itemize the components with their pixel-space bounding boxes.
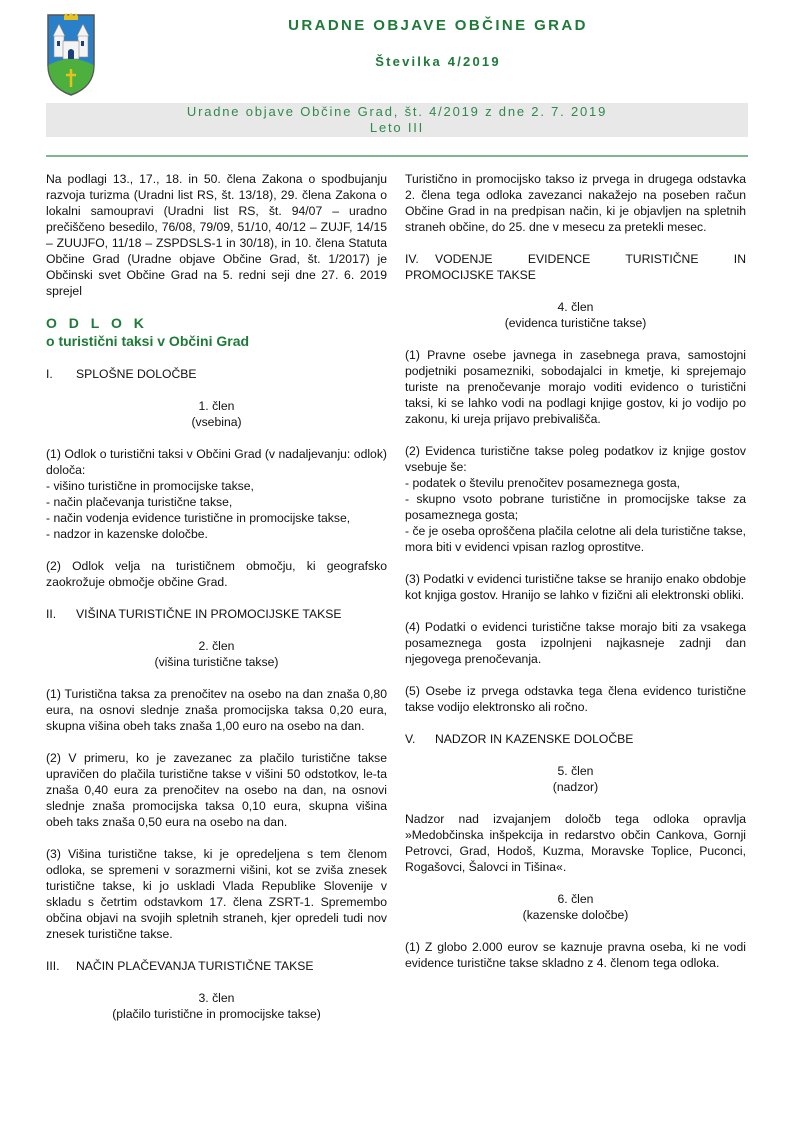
ordinance-subtitle: o turistični taksi v Občini Grad: [46, 333, 250, 349]
article-paragraph: (1) Turistična taksa za prenočitev na osebo na dan znaša 0,80 eura, na osnovi slednje znaša promocijska taksa 0,20 eura, skupna višina obeh taks znaša 1,00 euro na osebo na dan.: [46, 687, 387, 733]
article-number: 1. člen: [198, 399, 235, 413]
section-title: VIŠINA TURISTIČNE IN PROMOCIJSKE TAKSE: [76, 607, 342, 621]
article-number: 2. člen: [198, 639, 235, 653]
article-subtitle: (vsebina): [191, 415, 242, 429]
section-title: VODENJE EVIDENCE TURISTIČNE IN: [435, 252, 746, 266]
list-item: - način vodenja evidence turistične in promocijske takse,: [46, 511, 351, 525]
article-number: 3. člen: [198, 991, 235, 1005]
article-paragraph: (1) Z globo 2.000 eurov se kaznuje pravna oseba, ki ne vodi evidence turistične takse skladno z 4. členom tega odloka.: [405, 940, 746, 970]
header-divider: [46, 155, 748, 157]
article-number: 4. člen: [557, 300, 594, 314]
section-title: NADZOR IN KAZENSKE DOLOČBE: [435, 732, 634, 746]
section-heading: [405, 251, 746, 267]
ordinance-title: O D L O K: [46, 315, 148, 331]
left-column: [46, 171, 387, 1022]
section-heading: [46, 366, 387, 382]
article-paragraph: (2) Evidenca turistične takse poleg podatkov iz knjige gostov vsebuje še:: [405, 444, 746, 474]
section-heading: [405, 731, 746, 747]
intro-paragraph: Na podlagi 13., 17., 18. in 50. člena Zakona o spodbujanju razvoja turizma (Uradni list RS, št. 13/18), 29. člena Zakona o lokalni samoupravi (Uradni list RS, št. 94/07 – uradno prečiščeno besedilo, 76/08, 79/09, 51/10, 40/12 – ZUJF, 14/15 – ZUUJFO, 11/18 – ZSPDSLS-1 in 30/18), in 10. člena Statuta Občine Grad (Uradne objave Občine Grad, št. 1/2017) je Občinski svet Občine Grad na 5. redni seji dne 27. 6. 2019 sprejel: [46, 172, 387, 298]
list-item: - podatek o številu prenočitev posameznega gosta,: [405, 476, 681, 490]
list-item: - če je oseba oproščena plačila celotne ali dela turistične takse, mora biti v evidenci vpisan razlog oprostitve.: [405, 524, 746, 554]
section-number: I.: [46, 367, 53, 381]
list-item: - način plačevanja turistične takse,: [46, 495, 233, 509]
section-number: II.: [46, 607, 57, 621]
list-item: - nadzor in kazenske določbe.: [46, 527, 208, 541]
section-number: IV.: [405, 252, 419, 266]
banner-line-issue: Uradne objave Občine Grad, št. 4/2019 z dne 2. 7. 2019: [186, 104, 608, 119]
article-paragraph: (2) V primeru, ko je zavezanec za plačilo turistične takse upravičen do plačila turistične takse v višini 50 odstotkov, le-ta znaša 0,40 eura za prenočitev na osebo na dan, na osnovi slednje znaša promocijska taksa 0,10 eura, skupna višina obeh taks znaša 0,50 eura na osebo na dan.: [46, 751, 387, 829]
section-number: III.: [46, 959, 60, 973]
article-subtitle: (plačilo turistične in promocijske takse): [112, 1007, 321, 1021]
article-number: 5. člen: [557, 764, 594, 778]
publication-title: URADNE OBJAVE OBČINE GRAD: [288, 17, 588, 34]
article-subtitle: (nadzor): [552, 780, 599, 794]
article-subtitle: (evidenca turistične takse): [504, 316, 647, 330]
article-paragraph: (2) Odlok velja na turističnem območju, ki geografsko zaokrožuje območje občine Grad.: [46, 559, 387, 589]
section-heading: [46, 958, 387, 974]
banner-line-year: Leto III: [369, 120, 425, 135]
article-paragraph: (1) Odlok o turistični taksi v Občini Grad (v nadaljevanju: odlok) določa:: [46, 447, 387, 477]
article-paragraph: (3) Podatki v evidenci turistične takse se hranijo enako obdobje kot knjiga gostov. Hranijo se lahko v fizični ali elektronski obliki.: [405, 572, 746, 602]
article-paragraph: Turistično in promocijsko takso iz prvega in drugega odstavka 2. člena tega odloka zavezanci nakažejo na poseben račun Občine Grad in na predpisan način, ki je objavljen na spletnih straneh občine, do 25. dne v mesecu za pretekli mesec.: [405, 172, 746, 234]
list-item: - višino turistične in promocijske takse,: [46, 479, 254, 493]
article-paragraph: (5) Osebe iz prvega odstavka tega člena evidenco turistične takse vodijo elektronsko ali ročno.: [405, 684, 746, 714]
section-title-continued: PROMOCIJSKE TAKSE: [405, 268, 536, 282]
article-subtitle: (višina turistične takse): [154, 655, 279, 669]
section-heading: [46, 606, 387, 622]
issue-banner: [46, 103, 748, 137]
article-paragraph: Nadzor nad izvajanjem določb tega odloka opravlja »Medobčinska inšpekcija in redarstvo občin Cankova, Gornji Petrovci, Grad, Hodoš, Kuzma, Moravske Toplice, Puconci, Rogašovci, Šalovci in Tišina«.: [405, 812, 746, 874]
article-number: 6. člen: [557, 892, 594, 906]
issue-number: Številka 4/2019: [375, 54, 501, 69]
article-paragraph: (3) Višina turistične takse, ki je opredeljena s tem členom odloka, se spremeni v sorazmerni višini, kot se zviša znesek turistične takse, ki jo uskladi Vlada Republike Slovenije v skladu s četrtim odstavkom 17. člena ZSRT-1. Spremembo občina objavi na svojih spletnih straneh, kjer opredeli tudi nov znesek turistične takse.: [46, 847, 387, 941]
article-paragraph: (4) Podatki o evidenci turistične takse morajo biti za vsakega posameznega gosta izpolnjeni najkasneje zadnji dan njegovega prenočevanja.: [405, 620, 746, 666]
section-number: V.: [405, 732, 416, 746]
right-column: [405, 171, 746, 971]
municipality-crest-logo: [46, 13, 96, 97]
section-title: SPLOŠNE DOLOČBE: [76, 367, 197, 381]
article-paragraph: (1) Pravne osebe javnega in zasebnega prava, samostojni podjetniki posamezniki, sobodajalci in kmetje, ki sprejemajo turiste na prenočevanje morajo voditi evidenco o turistični taksi, ki se lahko vodi na podlagi knjige gostov, ki jo vodijo po zakonu, ki ureja prijavo prebivališča.: [405, 348, 746, 426]
article-subtitle: (kazenske določbe): [522, 908, 629, 922]
section-title: NAČIN PLAČEVANJA TURISTIČNE TAKSE: [76, 959, 314, 973]
list-item: - skupno vsoto pobrane turistične in promocijske takse za posameznega gosta;: [405, 492, 746, 522]
